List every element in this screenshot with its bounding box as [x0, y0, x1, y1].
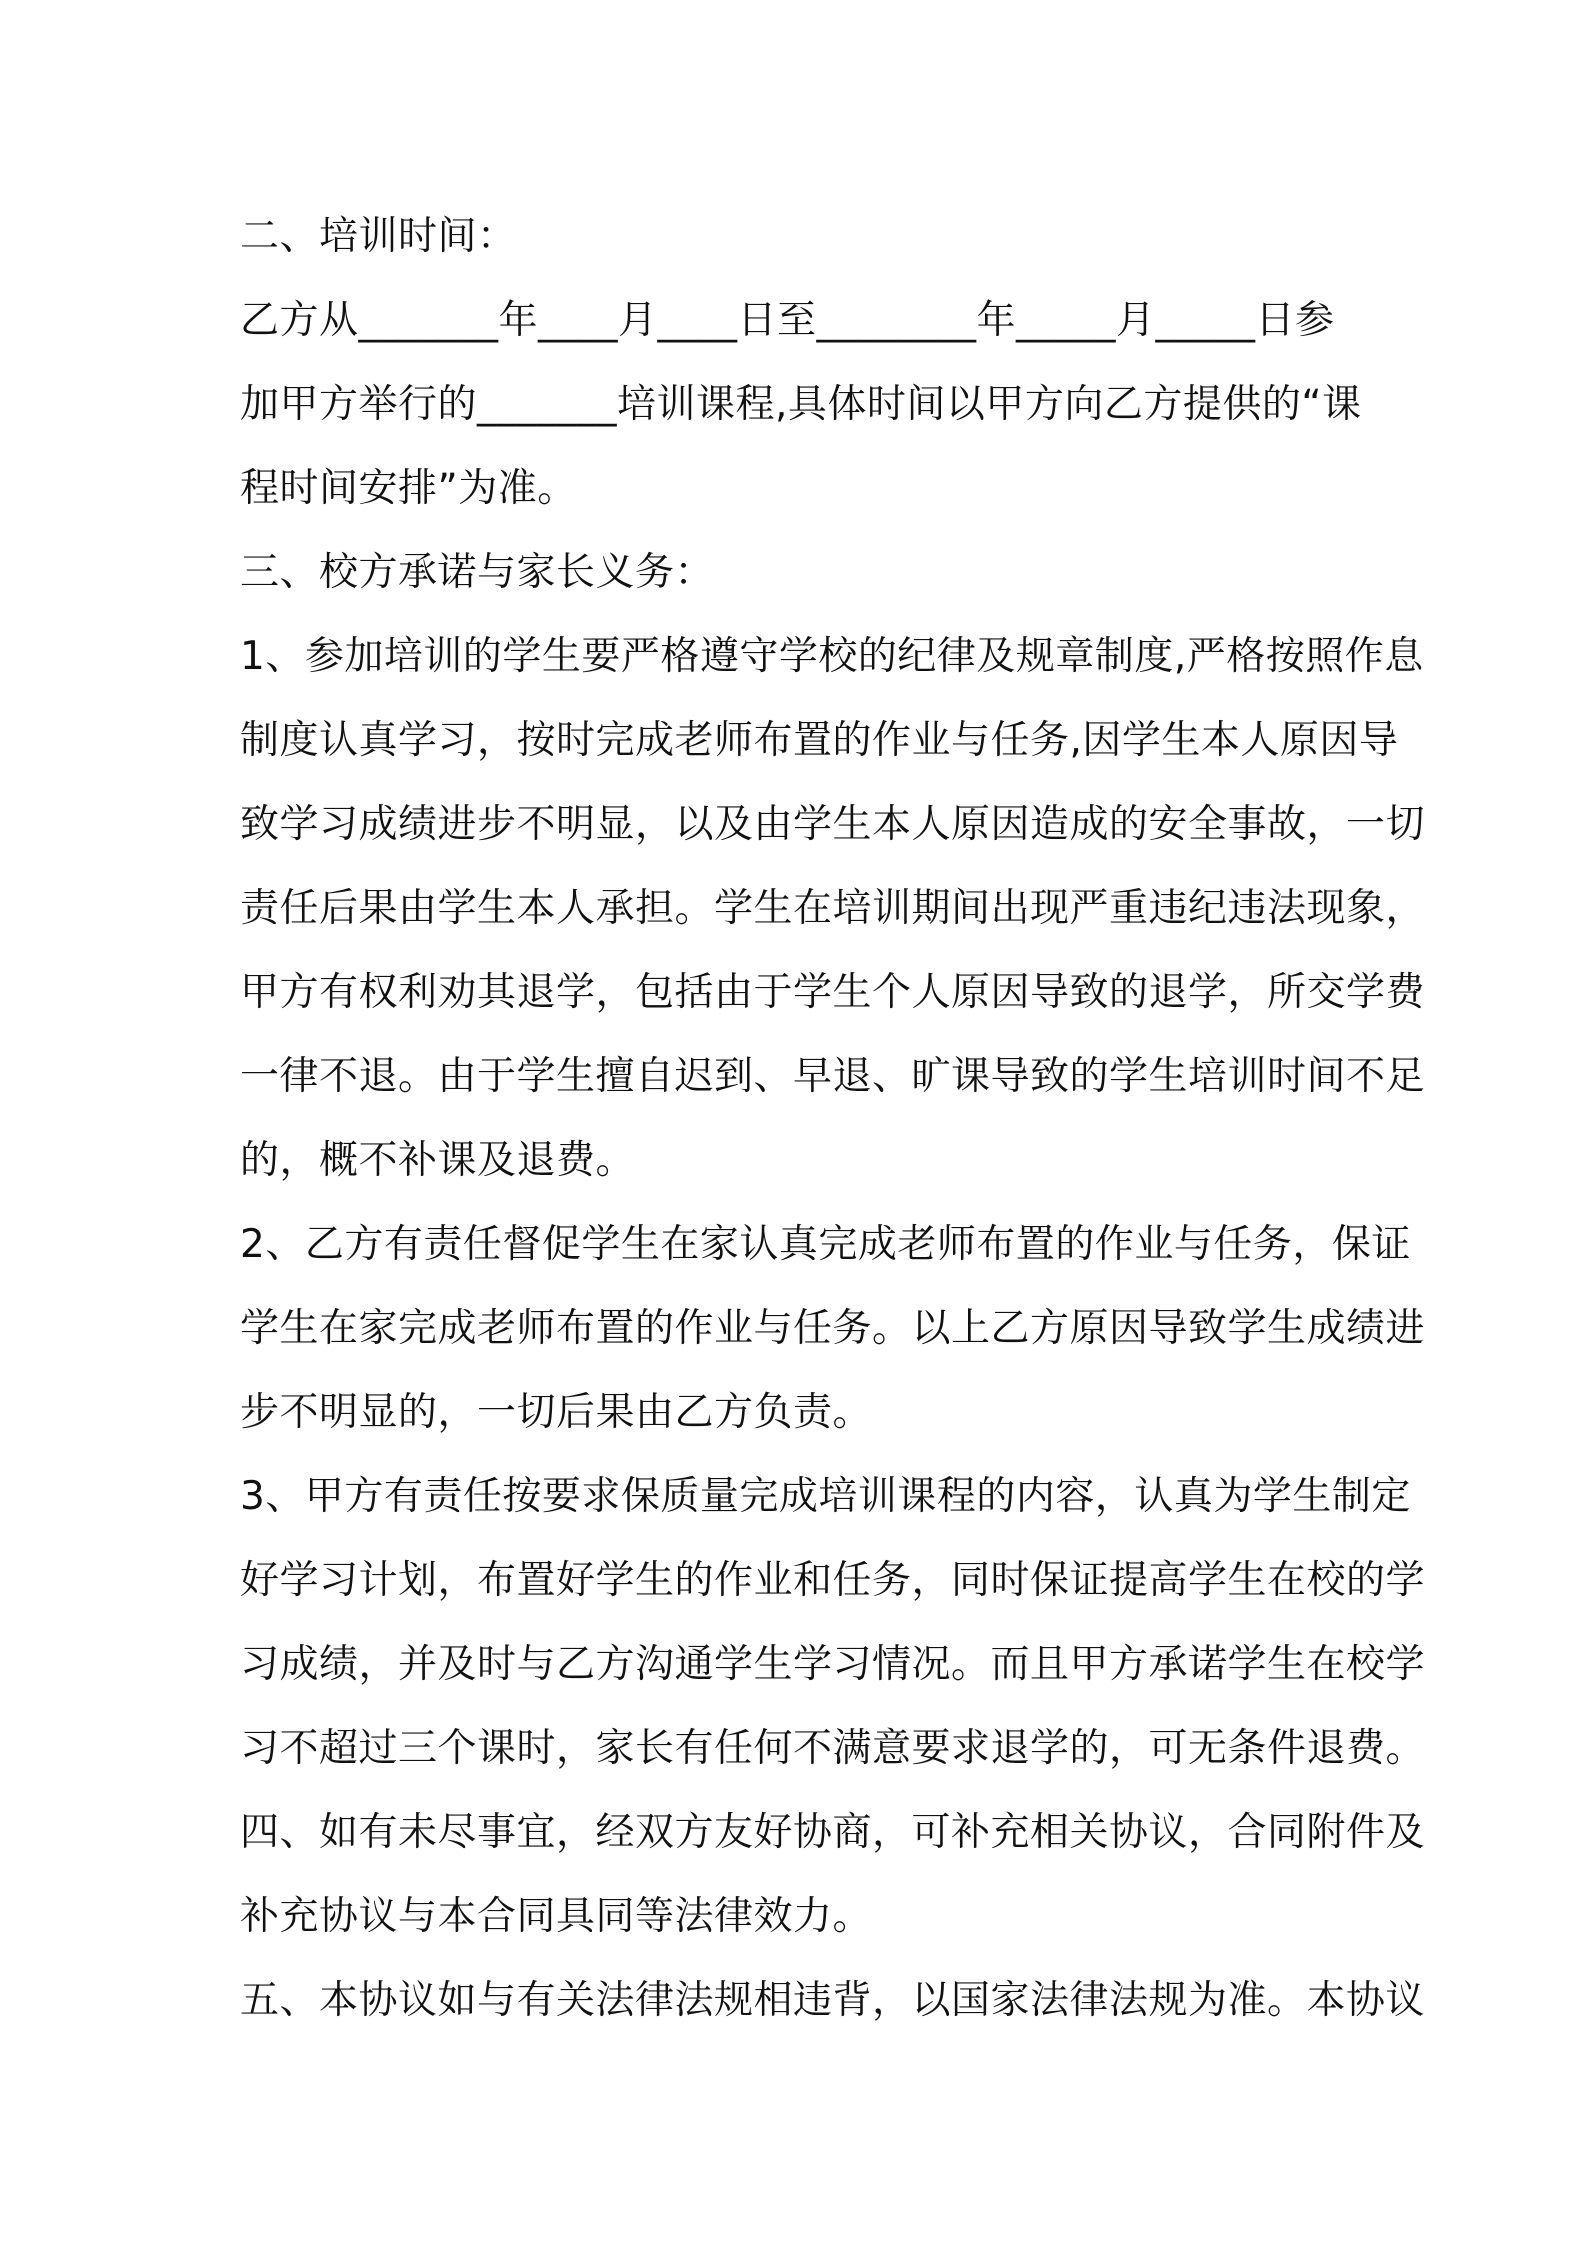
section-heading-supplementary: 四、如有未尽事宜，经双方友好协商，可补充相关协议，合同附件及: [240, 1810, 1426, 1855]
text-line: 3、甲方有责任按要求保质量完成培训课程的内容，认真为学生制定: [240, 1474, 1411, 1519]
text-line: 一律不退。由于学生擅自迟到、早退、旷课导致的学生培训时间不足: [240, 1054, 1426, 1099]
section-heading-law-precedence: 五、本协议如与有关法律法规相违背，以国家法律法规为准。本协议: [240, 1978, 1426, 2023]
text-line: 步不明显的，一切后果由乙方负责。: [240, 1390, 873, 1435]
section-heading-training-time: 二、培训时间：: [240, 214, 517, 259]
text-line: 程时间安排”为准。: [240, 466, 577, 511]
text-line: 学生在家完成老师布置的作业与任务。以上乙方原因导致学生成绩进: [240, 1306, 1426, 1351]
text-line: 乙方从_______年____月____日至________年_____月_____日参: [240, 298, 1335, 343]
text-line: 责任后果由学生本人承担。学生在培训期间出现严重违纪违法现象，: [240, 886, 1426, 931]
text-line: 致学习成绩进步不明显，以及由学生本人原因造成的安全事故，一切: [240, 802, 1426, 847]
text-line: 习成绩，并及时与乙方沟通学生学习情况。而且甲方承诺学生在校学: [240, 1642, 1426, 1687]
section-heading-obligations: 三、校方承诺与家长义务：: [240, 550, 715, 595]
document-body: [240, 195, 1426, 2043]
text-line: 制度认真学习，按时完成老师布置的作业与任务,因学生本人原因导: [240, 718, 1399, 763]
text-line: 的，概不补课及退费。: [240, 1138, 636, 1183]
text-line: 2、乙方有责任督促学生在家认真完成老师布置的作业与任务，保证: [240, 1222, 1411, 1267]
text-line: 1、参加培训的学生要严格遵守学校的纪律及规章制度,严格按照作息: [240, 634, 1424, 679]
text-line: 加甲方举行的_______培训课程,具体时间以甲方向乙方提供的“课: [240, 382, 1362, 427]
text-line: 习不超过三个课时，家长有任何不满意要求退学的，可无条件退费。: [240, 1726, 1426, 1771]
text-line: 甲方有权利劝其退学，包括由于学生个人原因导致的退学，所交学费: [240, 970, 1426, 1015]
text-line: 好学习计划，布置好学生的作业和任务，同时保证提高学生在校的学: [240, 1558, 1426, 1603]
text-line: 补充协议与本合同具同等法律效力。: [240, 1894, 873, 1939]
